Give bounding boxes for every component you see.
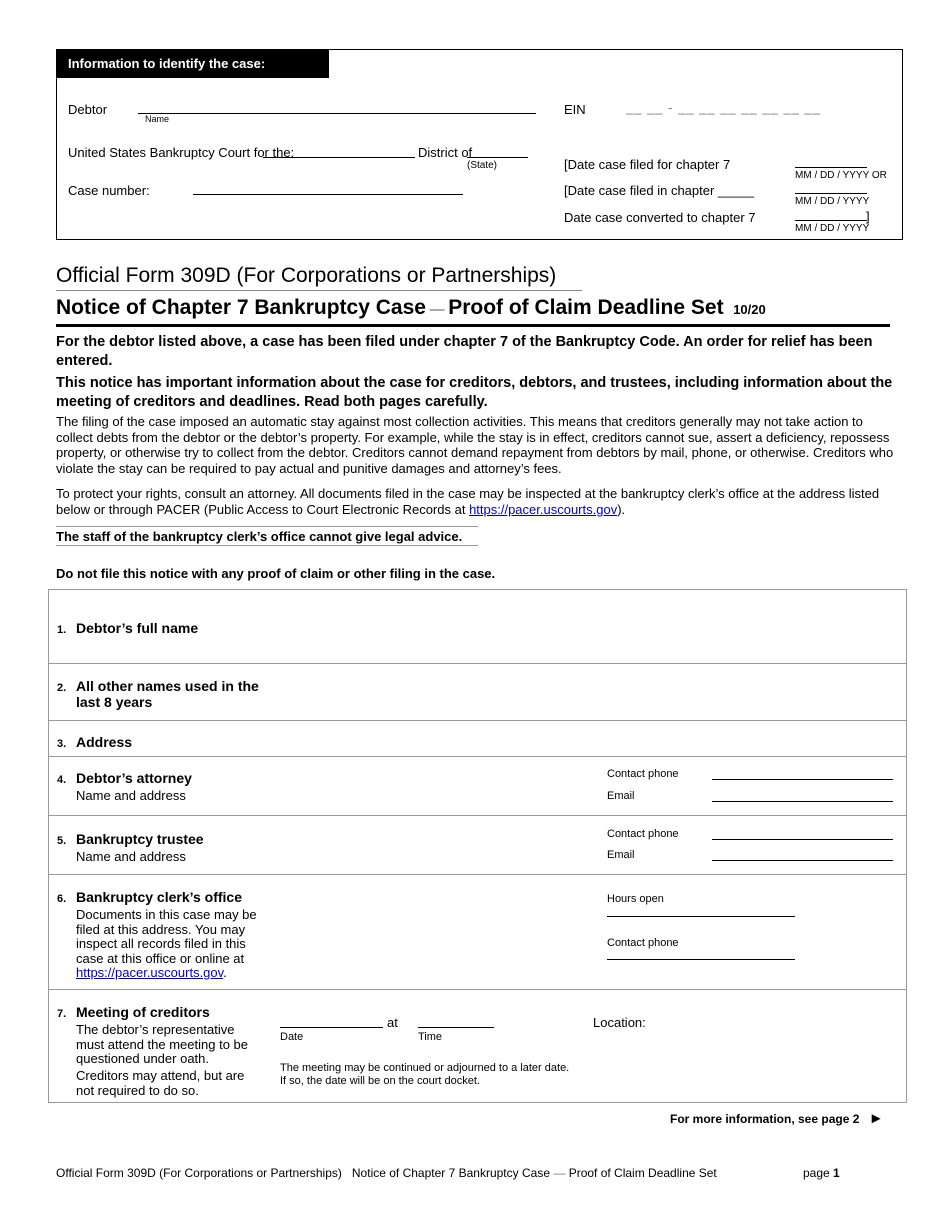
hours-open-line[interactable] xyxy=(607,916,795,917)
date-caption: Date xyxy=(280,1031,304,1043)
staff-note-top-rule xyxy=(56,526,478,527)
row-separator xyxy=(48,720,906,721)
staff-note-bottom-rule xyxy=(56,545,478,546)
meeting-creditors-label: Meeting of creditors xyxy=(76,1004,210,1020)
court-label: United States Bankruptcy Court for the: xyxy=(68,145,295,160)
trustee-phone-line[interactable] xyxy=(712,839,893,840)
court-line[interactable] xyxy=(263,157,415,158)
case-number-line[interactable] xyxy=(193,194,463,195)
arrow-right-icon: ► xyxy=(868,1110,884,1127)
other-names-label: All other names used in the last 8 years xyxy=(76,678,259,710)
heading-rule xyxy=(56,324,890,327)
intro-bold-2: This notice has important information about the case for creditors, debtors, and trustees, including information about the meeting of creditors and deadlines. Read both pages carefully. xyxy=(56,375,893,410)
footer-notice: Notice of Chapter 7 Bankruptcy Case xyxy=(351,1166,550,1180)
meeting-time-line[interactable] xyxy=(418,1027,494,1028)
notice-heading xyxy=(56,296,766,320)
trustee-name-address-label: Name and address xyxy=(76,849,186,864)
ein-field[interactable]: __ __ - __ __ __ __ __ __ __ xyxy=(626,100,821,115)
bracket-close: ] xyxy=(866,209,870,224)
meeting-creditors-may-attend: Creditors may attend, but are not required to do so. xyxy=(76,1068,245,1098)
location-label: Location: xyxy=(593,1015,646,1030)
date-filed-ch7-label: [Date case filed for chapter 7 xyxy=(564,157,731,172)
clerk-phone-label: Contact phone xyxy=(607,937,679,949)
staff-note: The staff of the bankruptcy clerk’s office cannot give legal advice. xyxy=(56,529,463,544)
debtor-attorney-label: Debtor’s attorney xyxy=(76,770,192,786)
date-format-or: MM / DD / YYYY OR xyxy=(795,170,887,181)
item-7-number: 7. xyxy=(57,1008,67,1020)
clerk-office-text-end: . xyxy=(223,965,227,980)
date-converted-label: Date case converted to chapter 7 xyxy=(564,210,756,225)
ein-label: EIN xyxy=(564,102,586,117)
meeting-attend-text: The debtor’s representative must attend the meeting to be questioned under oath. xyxy=(76,1022,248,1066)
clerk-phone-line[interactable] xyxy=(607,959,795,960)
automatic-stay-paragraph: The filing of the case imposed an automatic stay against most collection activities. This means that creditors generally may not take action to collect debts from the debtor or the debtor’s property. For example, while the stay is in effect, creditors cannot sue, assert a deficiency, repossess property, or otherwise try to collect from the debtor. Creditors cannot demand repayment from debtors by mail, phone, or otherwise. Creditors who violate the stay can be required to pay actual and punitive damages and attorney’s fees. xyxy=(56,414,894,476)
row-separator xyxy=(48,815,906,816)
debtor-name-line[interactable] xyxy=(138,113,536,114)
page-indicator xyxy=(803,1166,840,1180)
heading-part2: Proof of Claim Deadline Set xyxy=(448,296,724,319)
attorney-phone-label: Contact phone xyxy=(607,768,679,780)
title-rule xyxy=(56,290,582,291)
footer-form-name: Official Form 309D (For Corporations or Partnerships) xyxy=(56,1166,342,1180)
case-number-label: Case number: xyxy=(68,183,150,198)
attorney-email-line[interactable] xyxy=(712,801,893,802)
name-caption: Name xyxy=(145,114,170,124)
page-label: page xyxy=(803,1166,830,1180)
item-4-number: 4. xyxy=(57,774,67,786)
heading-dash: — xyxy=(429,301,445,318)
address-label: Address xyxy=(76,734,133,750)
date-format-1: MM / DD / YYYY xyxy=(795,196,870,207)
case-info-header: Information to identify the case: xyxy=(56,49,329,78)
debtor-label: Debtor xyxy=(68,102,108,117)
more-info-text: For more information, see page 2 xyxy=(670,1112,860,1126)
date-filed-ch7-line[interactable] xyxy=(795,167,867,168)
clerk-office-description xyxy=(76,908,261,981)
clerk-office-text: Documents in this case may be filed at this address. You may inspect all records filed in this case at this office or online at xyxy=(76,907,257,966)
rights-text: To protect your rights, consult an attorney. All documents filed in the case may be inspected at the bankruptcy clerk’s office at the address listed below or through PACER (Public Access to Court Electronic Records at xyxy=(56,486,880,517)
district-line[interactable] xyxy=(467,157,528,158)
pacer-link[interactable]: https://pacer.uscourts.gov xyxy=(469,501,618,517)
clerk-office-label: Bankruptcy clerk’s office xyxy=(76,889,242,905)
meeting-continued-note: The meeting may be continued or adjourned to a later date. If so, the date will be on the court docket. xyxy=(280,1062,570,1087)
at-label: at xyxy=(387,1015,398,1030)
date-converted-line[interactable] xyxy=(795,220,867,221)
rights-text-end: ). xyxy=(617,501,626,517)
date-format-2: MM / DD / YYYY xyxy=(795,223,870,234)
page-number: 1 xyxy=(833,1166,840,1180)
debtor-full-name-label: Debtor’s full name xyxy=(76,620,199,636)
date-filed-ch-label: [Date case filed in chapter _____ xyxy=(564,183,755,198)
form-title: Official Form 309D (For Corporations or Partnerships) xyxy=(56,264,557,287)
more-info xyxy=(670,1110,884,1127)
page-footer xyxy=(56,1166,717,1180)
attorney-email-label: Email xyxy=(607,790,635,802)
hours-open-label: Hours open xyxy=(607,893,664,905)
attorney-name-address-label: Name and address xyxy=(76,788,186,803)
trustee-email-label: Email xyxy=(607,849,635,861)
item-1-number: 1. xyxy=(57,624,67,636)
item-6-number: 6. xyxy=(57,893,67,905)
meeting-date-line[interactable] xyxy=(280,1027,383,1028)
bankruptcy-trustee-label: Bankruptcy trustee xyxy=(76,831,204,847)
trustee-phone-label: Contact phone xyxy=(607,828,679,840)
row-separator xyxy=(48,756,906,757)
item-5-number: 5. xyxy=(57,835,67,847)
do-not-file-note: Do not file this notice with any proof of claim or other filing in the case. xyxy=(56,566,496,581)
item-2-number: 2. xyxy=(57,682,67,694)
clerk-pacer-link[interactable]: https://pacer.uscourts.gov xyxy=(76,965,224,980)
attorney-phone-line[interactable] xyxy=(712,779,893,780)
row-separator xyxy=(48,989,906,990)
footer-notice-2: Proof of Claim Deadline Set xyxy=(568,1166,717,1180)
trustee-email-line[interactable] xyxy=(712,860,893,861)
heading-part1: Notice of Chapter 7 Bankruptcy Case xyxy=(56,296,426,319)
form-version: 10/20 xyxy=(733,302,766,317)
item-3-number: 3. xyxy=(57,738,67,750)
district-label: District of xyxy=(418,145,473,160)
intro-bold-1: For the debtor listed above, a case has been filed under chapter 7 of the Bankruptcy Code. An order for relief has been entered. xyxy=(56,334,873,369)
date-filed-ch-line[interactable] xyxy=(795,193,867,194)
row-separator xyxy=(48,874,906,875)
footer-dash: — xyxy=(553,1166,566,1180)
state-caption: (State) xyxy=(467,160,498,171)
rights-paragraph xyxy=(56,486,898,517)
row-separator xyxy=(48,663,906,664)
time-caption: Time xyxy=(418,1031,443,1043)
